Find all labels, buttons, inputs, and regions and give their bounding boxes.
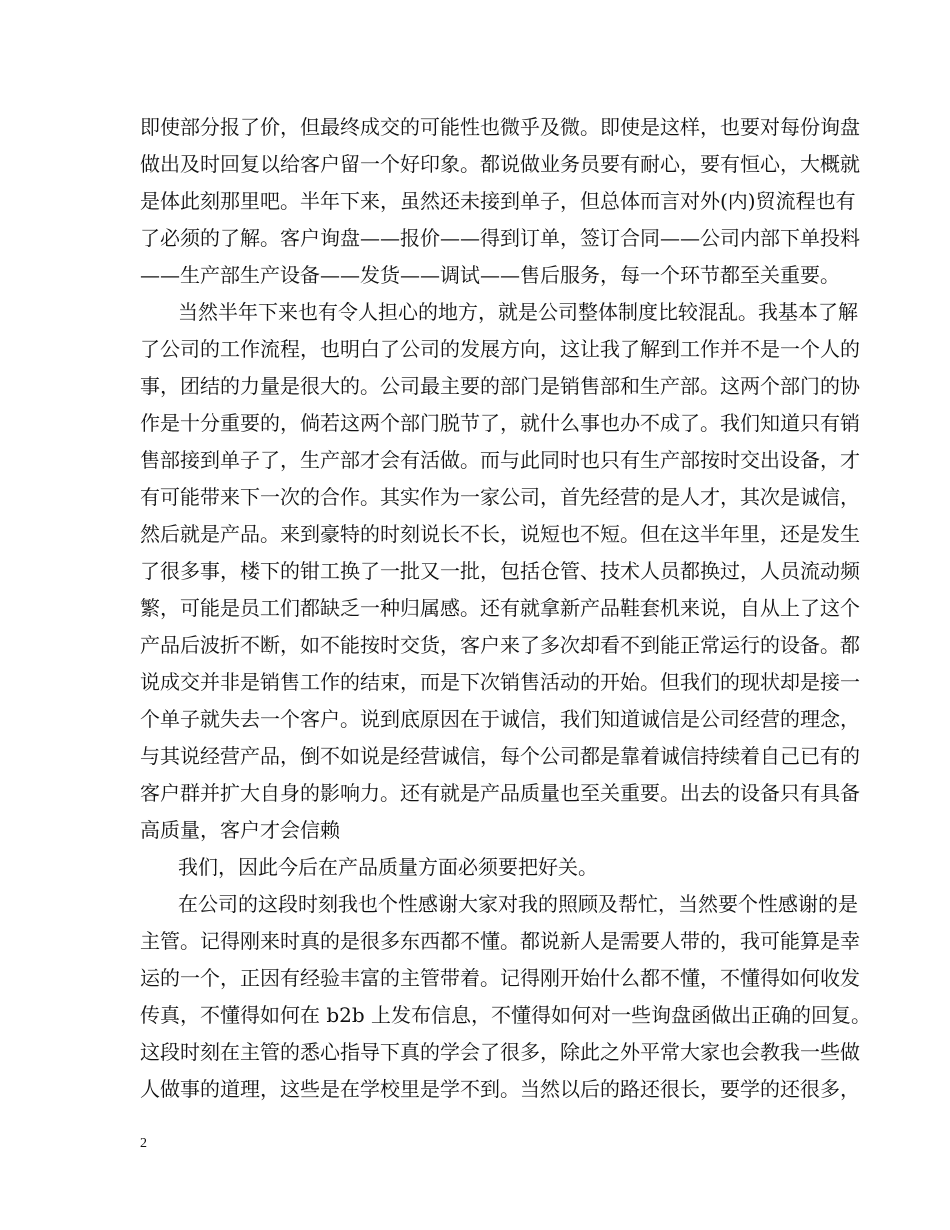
text-line-1: 即使部分报了价，但最终成交的可能性也微乎及微。即使是这样，也要对每份询盘 — [140, 115, 860, 139]
text-line-13: 了很多事，楼下的钳工换了一批又一批，包括仓管、技术人员都换过，人员流动频 — [140, 559, 860, 583]
text-line-23: 主管。记得刚来时真的是很多东西都不懂。都说新人是需要人带的，我可能算是幸 — [140, 929, 860, 953]
text-line-7: 了公司的工作流程，也明白了公司的发展方向，这让我了解到工作并不是一个人的 — [140, 337, 860, 361]
text-line-24: 运的一个，正因有经验丰富的主管带着。记得刚开始什么都不懂，不懂得如何收发 — [140, 966, 860, 990]
text-line-9: 作是十分重要的，倘若这两个部门脱节了，就什么事也办不成了。我们知道只有销 — [140, 411, 860, 435]
text-line-6: 当然半年下来也有令人担心的地方，就是公司整体制度比较混乱。我基本了解 — [178, 300, 858, 324]
text-line-21: 我们，因此今后在产品质量方面必须要把好关。 — [178, 855, 598, 879]
text-line-26: 这段时刻在主管的悉心指导下真的学会了很多，除此之外平常大家也会教我一些做 — [140, 1040, 860, 1064]
text-line-8: 事，团结的力量是很大的。公司最主要的部门是销售部和生产部。这两个部门的协 — [140, 374, 860, 398]
text-line-4: 了必须的了解。客户询盘——报价——得到订单，签订合同——公司内部下单投料 — [140, 226, 860, 250]
page-number: 2 — [140, 1136, 147, 1151]
text-line-27: 人做事的道理，这些是在学校里是学不到。当然以后的路还很长，要学的还很多， — [140, 1077, 860, 1101]
text-line-3: 是体此刻那里吧。半年下来，虽然还未接到单子，但总体而言对外(内)贸流程也有 — [140, 189, 856, 213]
text-line-17: 个单子就失去一个客户。说到底原因在于诚信，我们知道诚信是公司经营的理念， — [140, 707, 860, 731]
text-line-2: 做出及时回复以给客户留一个好印象。都说做业务员要有耐心，要有恒心，大概就 — [140, 152, 860, 176]
text-line-18: 与其说经营产品，倒不如说是经营诚信，每个公司都是靠着诚信持续着自己已有的 — [140, 744, 860, 768]
text-line-14: 繁，可能是员工们都缺乏一种归属感。还有就拿新产品鞋套机来说，自从上了这个 — [140, 596, 860, 620]
text-line-5: ——生产部生产设备——发货——调试——售后服务，每一个环节都至关重要。 — [140, 263, 840, 287]
text-line-11: 有可能带来下一次的合作。其实作为一家公司，首先经营的是人才，其次是诚信， — [140, 485, 860, 509]
text-line-15: 产品后波折不断，如不能按时交货，客户来了多次却看不到能正常运行的设备。都 — [140, 633, 860, 657]
text-line-20: 高质量，客户才会信赖 — [140, 818, 340, 842]
text-line-19: 客户群并扩大自身的影响力。还有就是产品质量也至关重要。出去的设备只有具备 — [140, 781, 860, 805]
text-line-16: 说成交并非是销售工作的结束，而是下次销售活动的开始。但我们的现状却是接一 — [140, 670, 860, 694]
text-line-22: 在公司的这段时刻我也个性感谢大家对我的照顾及帮忙，当然要个性感谢的是 — [178, 892, 858, 916]
text-line-10: 售部接到单子了，生产部才会有活做。而与此同时也只有生产部按时交出设备，才 — [140, 448, 860, 472]
text-line-25: 传真，不懂得如何在 b2b 上发布信息，不懂得如何对一些询盘函做出正确的回复。 — [140, 1003, 872, 1027]
text-line-12: 然后就是产品。来到豪特的时刻说长不长，说短也不短。但在这半年里，还是发生 — [140, 522, 860, 546]
